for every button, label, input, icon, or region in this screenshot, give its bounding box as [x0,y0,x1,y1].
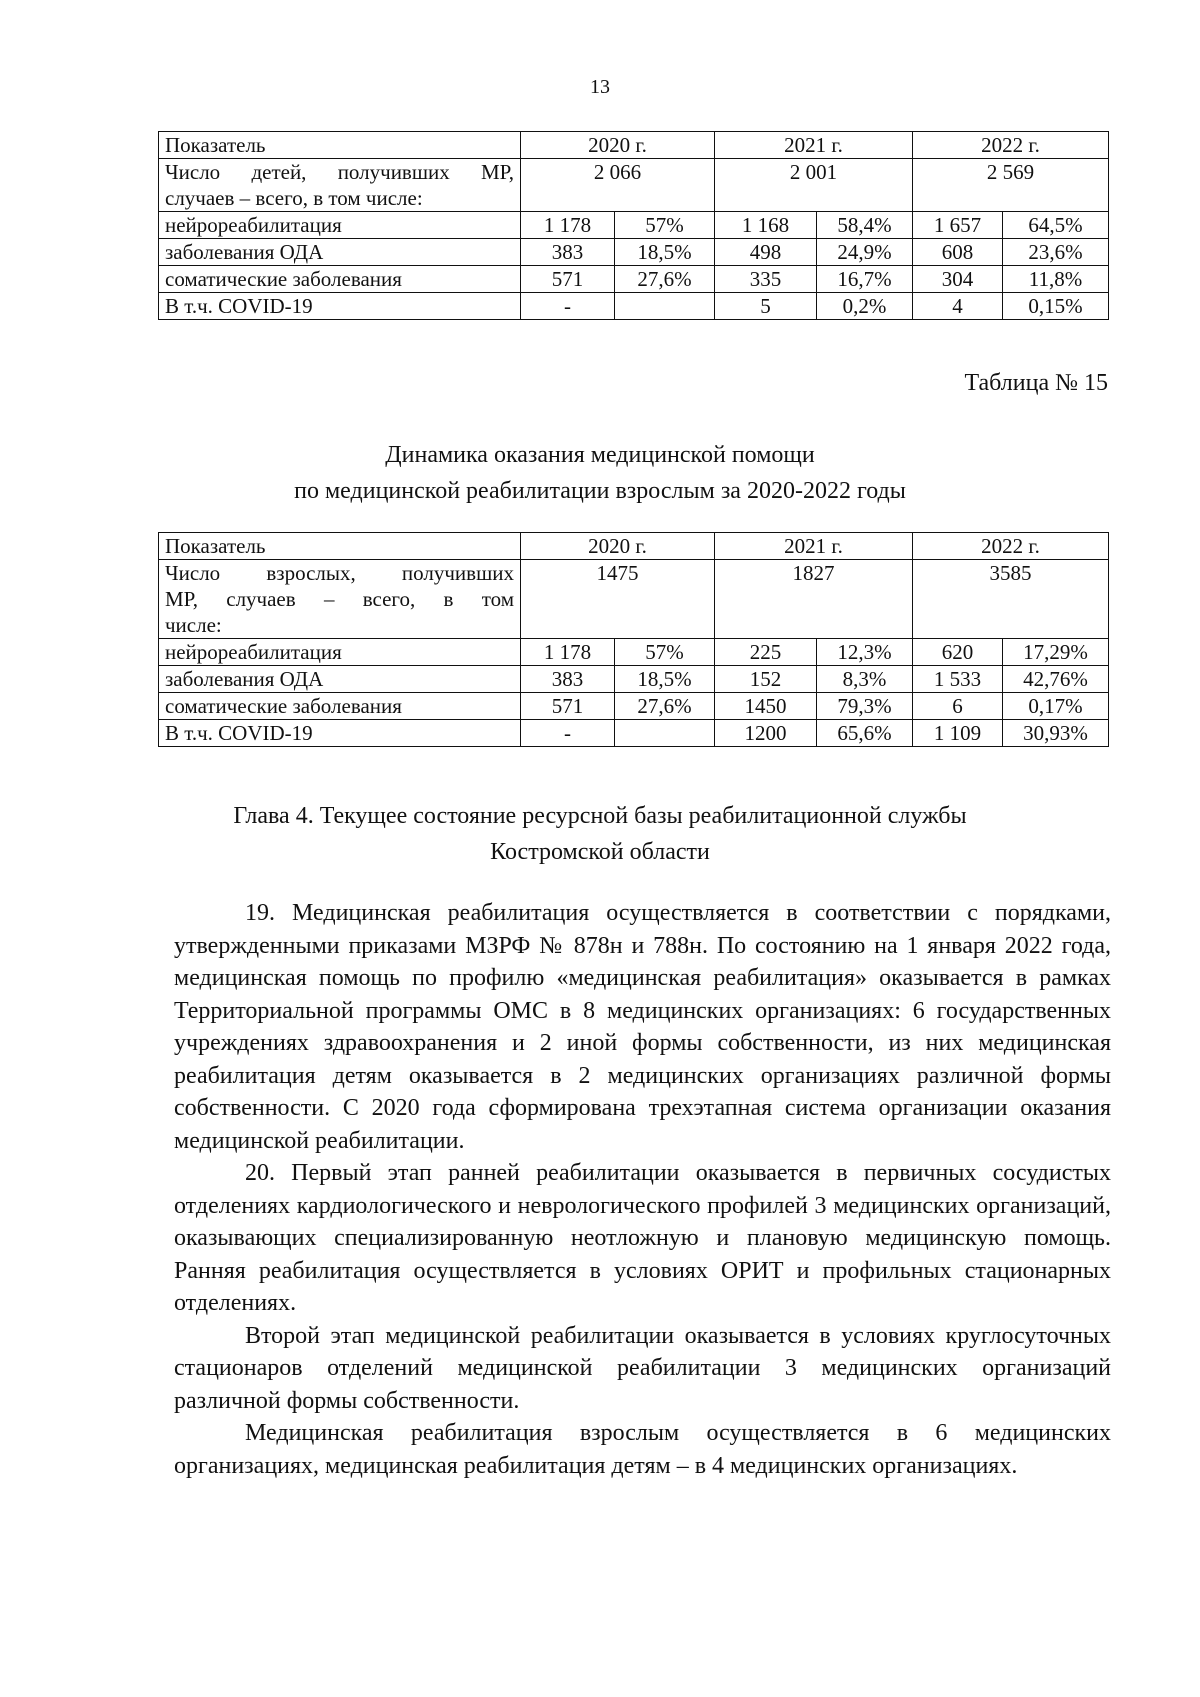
percent-cell: 18,5% [615,666,715,693]
percent-cell [615,720,715,747]
count-cell: 1200 [715,720,817,747]
count-cell: 383 [521,239,615,266]
table-row [159,239,1109,266]
percent-cell: 18,5% [615,239,715,266]
children-rehab-table [158,131,1109,320]
year-header: 2020 г. [521,533,715,560]
percent-cell: 57% [615,639,715,666]
body-text [174,897,1111,1482]
indicator-cell: заболевания ОДА [159,239,521,266]
indicator-cell: нейрореабилитация [159,212,521,239]
count-cell: 6 [913,693,1003,720]
indicator-cell [159,560,521,639]
paragraph: Второй этап медицинской реабилитации оказывается в условиях круглосуточных стационаров отделений медицинской реабилитации 3 медицинских организаций различной формы собственности. [174,1322,1111,1414]
year-header: 2021 г. [715,533,913,560]
percent-cell: 0,17% [1003,693,1109,720]
percent-cell: 79,3% [817,693,913,720]
count-cell: 571 [521,266,615,293]
indicator-cell: В т.ч. COVID-19 [159,293,521,320]
table-label: Таблица № 15 [964,370,1108,396]
chapter-title-line: Костромской области [490,839,710,865]
count-cell: - [521,720,615,747]
table-row [159,293,1109,320]
adults-rehab-table [158,532,1109,747]
percent-cell: 8,3% [817,666,913,693]
table-row [159,266,1109,293]
indicator-line: МР, случаев – всего, в том [165,587,514,611]
percent-cell: 11,8% [1003,266,1109,293]
total-value-cell: 1475 [521,560,715,639]
count-cell: 335 [715,266,817,293]
percent-cell: 65,6% [817,720,913,747]
indicator-line: Число взрослых, получивших [165,561,514,585]
percent-cell: 42,76% [1003,666,1109,693]
table-title-line: по медицинской реабилитации взрослым за 2020-2022 годы [294,478,906,504]
indicator-line: случаев – всего, в том числе: [165,186,423,210]
table-header-row [159,533,1109,560]
percent-cell: 17,29% [1003,639,1109,666]
count-cell: 5 [715,293,817,320]
count-cell: 4 [913,293,1003,320]
table-row [159,720,1109,747]
percent-cell: 0,2% [817,293,913,320]
count-cell: 1 109 [913,720,1003,747]
paragraph: 19. Медицинская реабилитация осуществляется в соответствии с порядками, утвержденными приказами МЗРФ № 878н и 788н. По состоянию на 1 января 2022 года, медицинская помощь по профилю «медицинская реабилитация» оказывается в рамках Территориальной программы ОМС в 8 медицинских организациях: 6 государственных учреждениях здравоохранения и 2 иной формы собственности, из них медицинская реабилитация детям оказывается в 2 медицинских организациях различной формы собственности. С 2020 года сформирована трехэтапная система организации оказания медицинской реабилитации. [174,900,1111,1154]
year-header: 2020 г. [521,132,715,159]
table-row [159,639,1109,666]
count-cell: 304 [913,266,1003,293]
year-header: 2022 г. [913,533,1109,560]
percent-cell: 58,4% [817,212,913,239]
percent-cell: 27,6% [615,693,715,720]
table-row [159,212,1109,239]
total-value-cell: 3585 [913,560,1109,639]
count-cell: 1 178 [521,639,615,666]
percent-cell: 30,93% [1003,720,1109,747]
percent-cell: 0,15% [1003,293,1109,320]
table-row [159,666,1109,693]
chapter-title-line: Глава 4. Текущее состояние ресурсной базы реабилитационной службы [233,803,967,829]
count-cell: 383 [521,666,615,693]
percent-cell: 12,3% [817,639,913,666]
indicator-cell: нейрореабилитация [159,639,521,666]
chapter-title [0,798,1200,870]
percent-cell: 27,6% [615,266,715,293]
total-value-cell: 2 066 [521,159,715,212]
count-cell: - [521,293,615,320]
percent-cell [615,293,715,320]
count-cell: 608 [913,239,1003,266]
count-cell: 620 [913,639,1003,666]
table-row [159,560,1109,639]
table-title [0,437,1200,509]
paragraph: 20. Первый этап ранней реабилитации оказывается в первичных сосудистых отделениях кардиологического и неврологического профилей 3 медицинских организаций, оказывающих специализированную неотложную и плановую медицинскую помощь. Ранняя реабилитация осуществляется в условиях ОРИТ и профильных стационарных отделениях. [174,1160,1111,1316]
year-header: 2022 г. [913,132,1109,159]
count-cell: 152 [715,666,817,693]
percent-cell: 64,5% [1003,212,1109,239]
percent-cell: 23,6% [1003,239,1109,266]
paragraph: Медицинская реабилитация взрослым осуществляется в 6 медицинских организациях, медицинская реабилитация детям – в 4 медицинских организациях. [174,1420,1111,1479]
percent-cell: 24,9% [817,239,913,266]
table-row [159,693,1109,720]
count-cell: 225 [715,639,817,666]
indicator-header: Показатель [159,132,521,159]
indicator-line: числе: [165,613,222,637]
total-value-cell: 1827 [715,560,913,639]
percent-cell: 16,7% [817,266,913,293]
indicator-line: Число детей, получивших МР, [165,160,514,184]
count-cell: 1 657 [913,212,1003,239]
count-cell: 1 168 [715,212,817,239]
count-cell: 1 533 [913,666,1003,693]
indicator-cell: соматические заболевания [159,693,521,720]
indicator-cell [159,159,521,212]
total-value-cell: 2 569 [913,159,1109,212]
count-cell: 1450 [715,693,817,720]
indicator-cell: соматические заболевания [159,266,521,293]
percent-cell: 57% [615,212,715,239]
year-header: 2021 г. [715,132,913,159]
table-row [159,159,1109,212]
page-number: 13 [590,76,610,98]
count-cell: 498 [715,239,817,266]
count-cell: 571 [521,693,615,720]
indicator-cell: заболевания ОДА [159,666,521,693]
table-title-line: Динамика оказания медицинской помощи [385,442,815,468]
count-cell: 1 178 [521,212,615,239]
table-header-row [159,132,1109,159]
indicator-header: Показатель [159,533,521,560]
indicator-cell: В т.ч. COVID-19 [159,720,521,747]
total-value-cell: 2 001 [715,159,913,212]
